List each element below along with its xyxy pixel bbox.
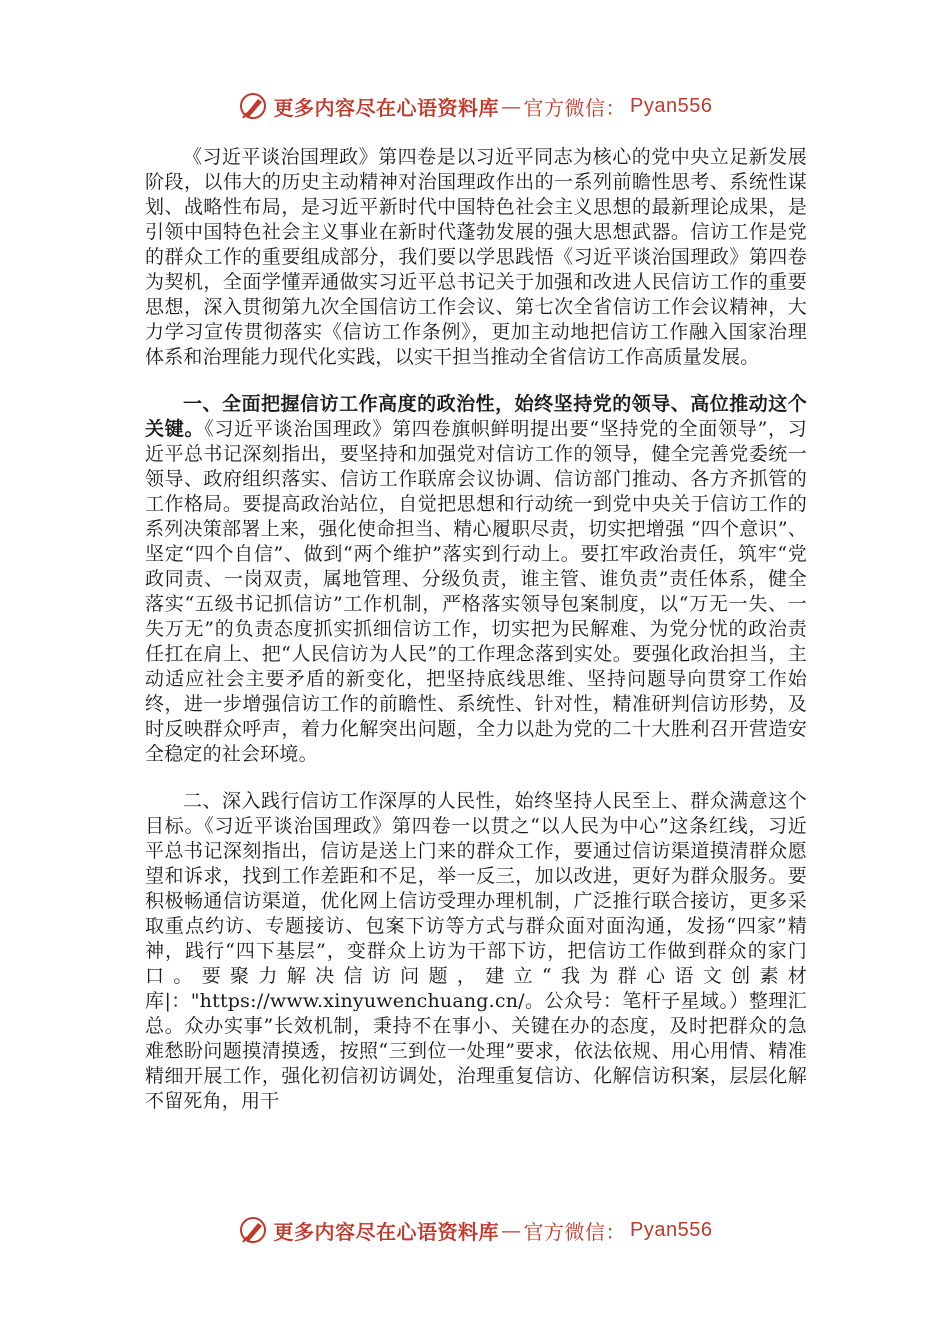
watermark-label: 官方微信： [523, 1219, 627, 1244]
watermark-wechat-id: Pyan556 [630, 1218, 713, 1241]
document-body [145, 145, 807, 1114]
section-1-text: 《习近平谈治国理政》第四卷旗帜鲜明提出要“坚持党的全面领导”，习近平总书记深刻指出，要坚持和加强党对信访工作的领导，健全完善党委统一领导、政府组织落实、信访工作联席会议协调、信访部门推动、各方齐抓管的工作格局。要提高政治站位，自觉把思想和行动统一到党中央关于信访工作的系列决策部署上来，强化使命担当、精心履职尽责，切实把增强 “四个意识”、坚定“四个自信”、做到“两个维护”落实到行动上。要扛牢政治责任，筑牢“党政同责、一岗双责，属地管理、分级负责，谁主管、谁负责”责任体系，健全落实“五级书记抓信访”工作机制，严格落实领导包案制度，以“万无一失、一失万无”的负责态度抓实抓细信访工作，切实把为民解难、为党分忧的政治责任扛在肩上、把“人民信访为人民”的工作理念落到实处。要强化政治担当，主动适应社会主要矛盾的新变化，把坚持底线思维、坚持问题导向贯穿工作始终，进一步增强信访工作的前瞻性、系统性、针对性，精准研判信访形势，及时反映群众呼声，着力化解突出问题，全力以赴为党的二十大胜利召开营造安全稳定的社会环境。 [145, 418, 807, 765]
watermark-brand: 更多内容尽在心语资料库 [273, 95, 500, 120]
paragraph-intro [145, 145, 807, 370]
pen-logo-icon [238, 91, 268, 121]
watermark-label: 官方微信： [523, 95, 627, 120]
watermark-dash: — [501, 94, 522, 118]
section-1-heading: 一、全面把握信访工作高度的政治性，始终坚持党的领导、高位推动这个关键。 [145, 393, 807, 440]
pen-logo-icon [238, 1215, 268, 1245]
section-2-text: 二、深入践行信访工作深厚的人民性，始终坚持人民至上、群众满意这个目标。《习近平谈治国理政》第四卷一以贯之“以人民为中心”这条红线，习近平总书记深刻指出，信访是送上门来的群众工作，要通过信访渠道摸清群众愿望和诉求，找到工作差距和不足，举一反三，加以改进，更好为群众服务。要积极畅通信访渠道，优化网上信访受理办理机制，广泛推行联合接访，更多采取重点约访、专题接访、包案下访等方式与群众面对面沟通，发扬“四家”精神，践行“四下基层”，变群众上访为干部下访，把信访工作做到群众的家门口。要聚力解决信访问题，建立“我为群心语文创素材库|："https://www.xinyuwenchuang.cn/。公众号：笔杆子星域。）整理汇总。众办实事”长效机制，秉持不在事小、关键在办的态度，及时把群众的急难愁盼问题摸清摸透，按照“三到位一处理”要求，依法依规、用心用情、精准精细开展工作，强化初信初访调处，治理重复信访、化解信访积案，层层化解不留死角，用干 [145, 790, 807, 1112]
watermark-header [0, 86, 950, 126]
paragraph-intro-text: 《习近平谈治国理政》第四卷是以习近平同志为核心的党中央立足新发展阶段，以伟大的历史主动精神对治国理政作出的一系列前瞻性思考、系统性谋划、战略性布局，是习近平新时代中国特色社会主义思想的最新理论成果，是引领中国特色社会主义事业在新时代蓬勃发展的强大思想武器。信访工作是党的群众工作的重要组成部分，我们要以学思践悟《习近平谈治国理政》第四卷为契机，全面学懂弄通做实习近平总书记关于加强和改进人民信访工作的重要思想，深入贯彻第九次全国信访工作会议、第七次全省信访工作会议精神，大力学习宣传贯彻落实《信访工作条例》，更加主动地把信访工作融入国家治理体系和治理能力现代化实践，以实干担当推动全省信访工作高质量发展。 [145, 146, 807, 368]
paragraph-section-2 [145, 789, 807, 1114]
watermark-wechat-id: Pyan556 [630, 94, 713, 117]
watermark-footer [0, 1210, 950, 1250]
paragraph-section-1 [145, 392, 807, 767]
watermark-dash: — [501, 1218, 522, 1242]
watermark-brand: 更多内容尽在心语资料库 [273, 1219, 500, 1244]
